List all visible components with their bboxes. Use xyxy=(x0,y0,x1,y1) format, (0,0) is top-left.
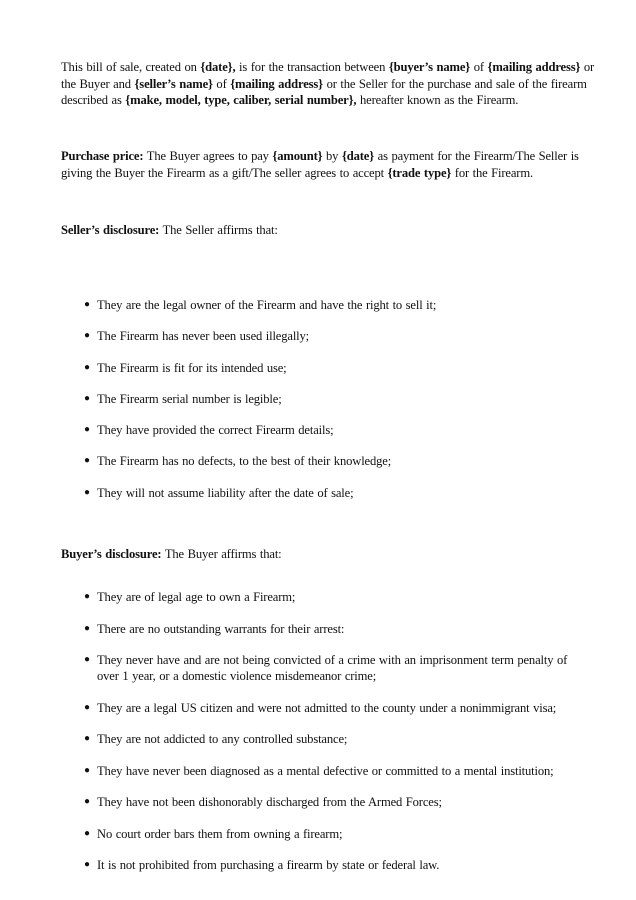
list-item-text: It is not prohibited from purchasing a firearm by state or federal law. xyxy=(97,858,440,872)
purchase-price-heading: Purchase price: xyxy=(61,149,144,163)
buyer-disclosure-list xyxy=(61,589,601,889)
list-item xyxy=(61,453,601,484)
bullet-icon: ● xyxy=(84,764,90,776)
bullet-icon: ● xyxy=(84,361,90,373)
intro-text: or the Buyer and xyxy=(61,60,595,91)
list-item-text: The Firearm has never been used illegally; xyxy=(97,329,310,344)
intro-text: hereafter known as the Firearm. xyxy=(356,93,519,107)
list-item xyxy=(61,731,601,763)
list-item xyxy=(61,857,601,889)
list-item-text: They are the legal owner of the Firearm and have the right to sell it; xyxy=(97,298,437,312)
list-item-text: They are not addicted to any controlled substance; xyxy=(97,732,348,746)
list-item xyxy=(61,700,601,732)
list-item xyxy=(61,391,601,422)
bullet-icon: ● xyxy=(84,622,90,634)
bullet-icon: ● xyxy=(84,455,90,467)
list-item-text: The Firearm is fit for its intended use; xyxy=(97,360,287,375)
list-item-text: The Firearm has no defects, to the best of their knowledge; xyxy=(97,454,392,469)
bullet-icon: ● xyxy=(84,701,90,713)
list-item-text: They have provided the correct Firearm details; xyxy=(97,423,334,438)
placeholder-seller-address: {mailing address} xyxy=(230,76,323,91)
bullet-icon: ● xyxy=(84,859,90,870)
bullet-icon: ● xyxy=(84,330,90,342)
placeholder-buyer-address: {mailing address} xyxy=(487,60,581,74)
bullet-icon: ● xyxy=(84,486,90,498)
price-text: as payment for the Firearm/The Seller is giving the Buyer the Firearm as a gift/The seller agrees to accept xyxy=(61,149,579,180)
intro-text: of xyxy=(212,76,231,91)
placeholder-firearm-details: {make, model, type, caliber, serial number}, xyxy=(125,93,357,107)
seller-disclosure-heading xyxy=(61,222,278,239)
list-item-text: The Firearm serial number is legible; xyxy=(97,391,282,406)
placeholder-date: {date}, xyxy=(200,60,236,74)
placeholder-payment-date: {date} xyxy=(341,149,375,163)
price-text: by xyxy=(322,149,342,163)
list-item xyxy=(61,621,601,653)
list-item-text: They will not assume liability after the date of sale; xyxy=(97,485,354,500)
bullet-icon: ● xyxy=(84,827,90,839)
placeholder-trade-type: {trade type} xyxy=(387,165,452,180)
list-item-text: No court order bars them from owning a firearm; xyxy=(97,826,343,841)
intro-text: This bill of sale, created on xyxy=(61,60,201,74)
purchase-price-paragraph xyxy=(61,148,591,181)
intro-text: is for the transaction between xyxy=(235,60,389,74)
seller-disclosure-text: The Seller affirms that: xyxy=(159,223,278,237)
list-item-text: They are of legal age to own a Firearm; xyxy=(97,590,296,604)
price-text: The Buyer agrees to pay xyxy=(143,149,273,163)
placeholder-amount: {amount} xyxy=(272,149,323,163)
list-item xyxy=(61,297,601,328)
buyer-disclosure-heading xyxy=(61,546,282,563)
price-text: for the Firearm. xyxy=(451,165,533,180)
bullet-icon: ● xyxy=(84,392,90,404)
list-item-text: They are a legal US citizen and were not admitted to the county under a nonimmigrant visa; xyxy=(97,700,557,715)
list-item xyxy=(61,794,601,826)
list-item-text: They have not been dishonorably discharged from the Armed Forces; xyxy=(97,795,442,809)
bullet-icon: ● xyxy=(84,654,90,665)
list-item xyxy=(61,652,601,700)
list-item xyxy=(61,360,601,391)
placeholder-buyer-name: {buyer’s name} xyxy=(388,60,471,74)
bullet-icon: ● xyxy=(84,733,90,744)
seller-disclosure-label: Seller’s disclosure: xyxy=(61,223,160,237)
buyer-disclosure-text: The Buyer affirms that: xyxy=(161,547,282,561)
list-item-text: They never have and are not being convicted of a crime with an imprisonment term penalty of over 1 year, or a domestic violence misdemeanor crime; xyxy=(97,653,568,683)
intro-text: or the Seller for the purchase and sale of the firearm described as xyxy=(61,76,587,107)
buyer-disclosure-label: Buyer’s disclosure: xyxy=(61,547,162,561)
bullet-icon: ● xyxy=(84,424,90,436)
placeholder-seller-name: {seller’s name} xyxy=(134,76,213,91)
seller-disclosure-list xyxy=(61,297,601,516)
list-item xyxy=(61,589,601,621)
bullet-icon: ● xyxy=(84,796,90,807)
list-item xyxy=(61,422,601,453)
bullet-icon: ● xyxy=(84,299,90,310)
list-item-text: There are no outstanding warrants for their arrest: xyxy=(97,621,345,636)
list-item xyxy=(61,763,601,795)
list-item xyxy=(61,328,601,359)
list-item xyxy=(61,485,601,516)
list-item xyxy=(61,826,601,858)
intro-paragraph xyxy=(61,59,601,109)
bullet-icon: ● xyxy=(84,591,90,602)
list-item-text: They have never been diagnosed as a mental defective or committed to a mental institution; xyxy=(97,763,554,778)
intro-text: of xyxy=(470,60,488,74)
